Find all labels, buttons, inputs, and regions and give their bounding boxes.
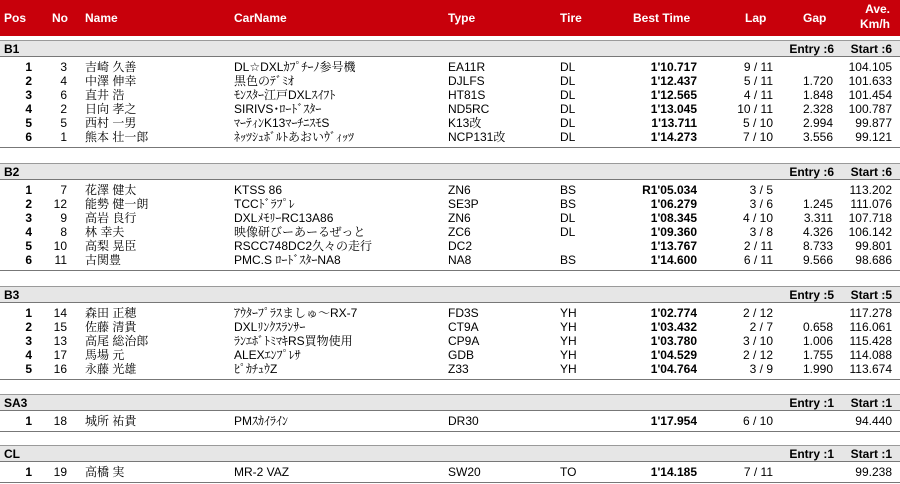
pos-cell: 1 [25, 414, 32, 428]
no-cell: 11 [54, 253, 67, 267]
pos-cell: 3 [25, 334, 32, 348]
lap-cell: 2 / 7 [749, 320, 773, 334]
pos-cell: 1 [25, 60, 32, 74]
section-divider [0, 379, 900, 380]
car-name: DXLﾒﾓﾘｰRC13A86 [234, 211, 334, 225]
table-row [0, 415, 900, 428]
driver-name: 林 幸夫 [85, 225, 125, 239]
start-count: Start :6 [850, 42, 892, 56]
best-time: 1'12.565 [650, 88, 697, 102]
ave-speed: 106.142 [848, 225, 892, 239]
ave-speed: 113.674 [849, 362, 892, 376]
best-time: 1'10.717 [650, 60, 697, 74]
table-row [0, 321, 900, 334]
car-type: Z33 [448, 362, 469, 376]
table-row [0, 349, 900, 362]
car-type: SE3P [448, 197, 479, 211]
class-label: SA3 [4, 396, 28, 410]
car-type: FD3S [448, 306, 479, 320]
no-cell: 4 [60, 74, 67, 88]
ave-speed: 114.088 [849, 348, 892, 362]
lap-cell: 5 / 10 [742, 116, 773, 130]
driver-name: 古関豊 [85, 253, 122, 267]
car-name: RSCC748DC2久々の走行 [234, 239, 373, 253]
pos-cell: 2 [25, 320, 32, 334]
header-ave-line2: Km/h [860, 17, 890, 31]
ave-speed: 111.076 [850, 197, 892, 211]
entry-count: Entry :6 [789, 42, 834, 56]
table-row [0, 363, 900, 376]
lap-cell: 3 / 6 [749, 197, 773, 211]
tire-cell: BS [560, 253, 577, 267]
gap-cell: 1.848 [802, 88, 833, 102]
car-type: CT9A [448, 320, 479, 334]
car-name: PMｽｶｲﾗｲﾝ [234, 414, 289, 428]
no-cell: 16 [53, 362, 67, 376]
car-name: KTSS 86 [234, 183, 283, 197]
no-cell: 15 [53, 320, 67, 334]
table-row [0, 466, 900, 479]
no-cell: 18 [53, 414, 67, 428]
tire-cell: YH [560, 334, 577, 348]
table-row [0, 226, 900, 239]
no-cell: 14 [53, 306, 67, 320]
lap-cell: 6 / 10 [742, 414, 773, 428]
lap-cell: 3 / 10 [742, 334, 773, 348]
entry-count: Entry :5 [789, 288, 834, 302]
best-time: 1'04.529 [650, 348, 697, 362]
pos-cell: 1 [25, 183, 32, 197]
car-name: ﾓﾝｽﾀｰ江戸DXLｽｲﾌﾄ [234, 88, 336, 102]
lap-cell: 4 / 10 [742, 211, 773, 225]
tire-cell: DL [560, 211, 576, 225]
best-time: 1'03.432 [650, 320, 697, 334]
pos-cell: 2 [25, 197, 32, 211]
car-name: DXLﾘﾝｸｽﾗﾝｻｰ [234, 320, 306, 334]
driver-name: 能勢 健一朗 [85, 197, 149, 211]
car-name: ALEXｴﾝﾌﾟﾚｻ [234, 348, 301, 362]
best-time: 1'14.273 [650, 130, 697, 144]
lap-cell: 3 / 8 [749, 225, 773, 239]
car-type: DC2 [448, 239, 473, 253]
car-type: ZN6 [448, 183, 471, 197]
driver-name: 佐藤 清貴 [85, 320, 137, 334]
car-name: MR-2 VAZ [234, 465, 290, 479]
car-type: SW20 [448, 465, 481, 479]
class-label: B2 [4, 165, 20, 179]
car-name: ｱｳﾀｰﾌﾟﾗｽましゅ～RX-7 [234, 306, 358, 320]
pos-cell: 5 [25, 116, 32, 130]
car-name: TCCﾄﾞﾗﾌﾟﾚ [234, 197, 295, 211]
gap-cell: 2.328 [802, 102, 833, 116]
lap-cell: 4 / 11 [743, 88, 773, 102]
gap-cell: 1.990 [802, 362, 833, 376]
driver-name: 永藤 光雄 [85, 362, 137, 376]
tire-cell: DL [560, 130, 576, 144]
pos-cell: 6 [25, 253, 32, 267]
tire-cell: YH [560, 362, 577, 376]
table-row [0, 254, 900, 267]
ave-speed: 113.202 [849, 183, 892, 197]
entry-count: Entry :6 [789, 165, 834, 179]
best-time: 1'13.767 [650, 239, 697, 253]
best-time: 1'12.437 [650, 74, 697, 88]
table-row [0, 103, 900, 116]
car-name: 映像研びーあーるぜっと [234, 225, 366, 239]
car-name: ﾗﾝｴﾎﾞﾄﾐﾏｷRS買物使用 [234, 334, 353, 348]
tire-cell: DL [560, 102, 576, 116]
section-divider [0, 482, 900, 483]
best-time: 1'14.600 [650, 253, 697, 267]
ave-speed: 99.801 [855, 239, 892, 253]
car-type: HT81S [448, 88, 486, 102]
table-row [0, 75, 900, 88]
start-count: Start :1 [850, 447, 892, 461]
best-time: 1'14.185 [650, 465, 697, 479]
table-row [0, 184, 900, 197]
gap-cell: 4.326 [802, 225, 833, 239]
car-type: K13改 [448, 116, 482, 130]
class-header-cl [0, 445, 900, 462]
class-label: B3 [4, 288, 20, 302]
tire-cell: DL [560, 88, 576, 102]
class-label: CL [4, 447, 20, 461]
start-count: Start :6 [850, 165, 892, 179]
ave-speed: 115.428 [849, 334, 892, 348]
entry-count: Entry :1 [789, 396, 834, 410]
table-row [0, 89, 900, 102]
driver-name: 熊本 壮一郎 [85, 130, 149, 144]
lap-cell: 7 / 11 [743, 465, 773, 479]
no-cell: 19 [53, 465, 67, 479]
car-type: ZC6 [448, 225, 471, 239]
gap-cell: 2.994 [802, 116, 833, 130]
lap-cell: 3 / 5 [749, 183, 773, 197]
best-time: 1'08.345 [650, 211, 697, 225]
no-cell: 7 [60, 183, 67, 197]
car-type: NA8 [448, 253, 472, 267]
tire-cell: DL [560, 74, 576, 88]
pos-cell: 1 [25, 465, 32, 479]
no-cell: 10 [53, 239, 67, 253]
table-row [0, 335, 900, 348]
class-header-b1 [0, 40, 900, 57]
no-cell: 6 [60, 88, 67, 102]
lap-cell: 3 / 9 [749, 362, 773, 376]
table-row [0, 61, 900, 74]
best-time: 1'03.780 [650, 334, 697, 348]
car-name: ﾏｰﾃｨﾝK13ﾏｰﾁﾆｽﾓS [234, 116, 330, 130]
lap-cell: 10 / 11 [737, 102, 773, 116]
table-row [0, 240, 900, 253]
car-type: DJLFS [448, 74, 485, 88]
tire-cell: BS [560, 183, 577, 197]
best-time: 1'09.360 [650, 225, 697, 239]
pos-cell: 4 [25, 102, 32, 116]
driver-name: 城所 祐貴 [85, 414, 137, 428]
pos-cell: 4 [25, 348, 32, 362]
tire-cell: DL [560, 60, 576, 74]
best-time: R1'05.034 [642, 183, 697, 197]
header-tire: Tire [560, 11, 582, 25]
no-cell: 1 [60, 130, 67, 144]
driver-name: 高橋 実 [85, 465, 125, 479]
gap-cell: 1.720 [802, 74, 833, 88]
gap-cell: 3.556 [802, 130, 833, 144]
ave-speed: 94.440 [855, 414, 892, 428]
entry-count: Entry :1 [789, 447, 834, 461]
class-header-sa3 [0, 394, 900, 411]
class-header-b3 [0, 286, 900, 303]
header-lap: Lap [745, 11, 767, 25]
table-row [0, 307, 900, 320]
car-name: DL☆DXLｶﾌﾟﾁｰﾉ参号機 [234, 60, 356, 74]
car-type: ND5RC [448, 102, 490, 116]
no-cell: 3 [60, 60, 67, 74]
pos-cell: 5 [25, 239, 32, 253]
gap-cell: 3.311 [803, 211, 833, 225]
best-time: 1'13.045 [650, 102, 697, 116]
car-name: ﾋﾟｶﾁｭｳZ [234, 362, 278, 376]
lap-cell: 5 / 11 [743, 74, 773, 88]
gap-cell: 1.755 [802, 348, 833, 362]
table-row [0, 131, 900, 144]
header-best-time: Best Time [633, 11, 691, 25]
ave-speed: 107.718 [848, 211, 892, 225]
table-row [0, 117, 900, 130]
header-no: No [52, 11, 68, 25]
section-divider [0, 270, 900, 271]
no-cell: 2 [60, 102, 67, 116]
ave-speed: 101.633 [848, 74, 892, 88]
ave-speed: 116.061 [849, 320, 892, 334]
start-count: Start :5 [850, 288, 892, 302]
car-name: 黒色のﾃﾞﾐｵ [234, 74, 295, 88]
car-name: SIRIVS･ﾛｰﾄﾞｽﾀｰ [234, 102, 322, 116]
no-cell: 8 [60, 225, 67, 239]
tire-cell: YH [560, 348, 577, 362]
ave-speed: 99.121 [855, 130, 892, 144]
gap-cell: 8.733 [802, 239, 833, 253]
car-type: EA11R [448, 60, 486, 74]
ave-speed: 100.787 [848, 102, 892, 116]
header-carname: CarName [234, 11, 287, 25]
lap-cell: 7 / 10 [742, 130, 773, 144]
gap-cell: 1.006 [802, 334, 833, 348]
table-header [0, 0, 900, 36]
lap-cell: 2 / 11 [743, 239, 773, 253]
header-name: Name [85, 11, 118, 25]
best-time: 1'13.711 [651, 116, 697, 130]
ave-speed: 98.686 [855, 253, 892, 267]
best-time: 1'02.774 [650, 306, 697, 320]
class-header-b2 [0, 163, 900, 180]
driver-name: 吉崎 久善 [85, 60, 137, 74]
header-type: Type [448, 11, 476, 25]
header-pos: Pos [4, 11, 27, 25]
tire-cell: DL [560, 116, 576, 130]
gap-cell: 1.245 [802, 197, 833, 211]
table-row [0, 198, 900, 211]
lap-cell: 2 / 12 [742, 348, 773, 362]
lap-cell: 6 / 11 [743, 253, 773, 267]
tire-cell: YH [560, 320, 577, 334]
table-row [0, 212, 900, 225]
pos-cell: 5 [25, 362, 32, 376]
pos-cell: 2 [25, 74, 32, 88]
pos-cell: 1 [25, 306, 32, 320]
driver-name: 日向 孝之 [85, 102, 137, 116]
car-type: GDB [448, 348, 475, 362]
driver-name: 高尾 総治郎 [85, 334, 149, 348]
best-time: 1'17.954 [650, 414, 697, 428]
driver-name: 森田 正穂 [85, 306, 137, 320]
ave-speed: 104.105 [848, 60, 892, 74]
class-label: B1 [4, 42, 20, 56]
header-ave [860, 2, 890, 32]
car-type: NCP131改 [448, 130, 506, 144]
ave-speed: 99.238 [855, 465, 892, 479]
gap-cell: 0.658 [802, 320, 833, 334]
driver-name: 高梨 晃臣 [85, 239, 137, 253]
tire-cell: YH [560, 306, 577, 320]
lap-cell: 9 / 11 [743, 60, 773, 74]
no-cell: 17 [53, 348, 67, 362]
pos-cell: 3 [25, 211, 32, 225]
driver-name: 西村 一男 [85, 116, 137, 130]
no-cell: 12 [53, 197, 67, 211]
start-count: Start :1 [850, 396, 892, 410]
section-divider [0, 431, 900, 432]
car-type: DR30 [448, 414, 479, 428]
car-type: CP9A [448, 334, 480, 348]
ave-speed: 117.278 [849, 306, 892, 320]
no-cell: 9 [60, 211, 67, 225]
pos-cell: 3 [25, 88, 32, 102]
section-divider [0, 147, 900, 148]
lap-cell: 2 / 12 [742, 306, 773, 320]
no-cell: 13 [53, 334, 67, 348]
driver-name: 馬場 元 [85, 348, 125, 362]
no-cell: 5 [60, 116, 67, 130]
pos-cell: 6 [25, 130, 32, 144]
car-name: ﾈｯﾂｼｭﾎﾞﾙﾄあおいｳﾞｨｯﾂ [234, 130, 355, 144]
best-time: 1'04.764 [650, 362, 697, 376]
header-gap: Gap [803, 11, 827, 25]
tire-cell: TO [560, 465, 577, 479]
gap-cell: 9.566 [802, 253, 833, 267]
tire-cell: BS [560, 197, 577, 211]
driver-name: 高岩 良行 [85, 211, 137, 225]
driver-name: 直井 浩 [85, 88, 125, 102]
ave-speed: 99.877 [855, 116, 892, 130]
best-time: 1'06.279 [650, 197, 697, 211]
header-ave-line1: Ave. [865, 2, 890, 16]
ave-speed: 101.454 [848, 88, 892, 102]
driver-name: 中澤 伸幸 [85, 74, 137, 88]
tire-cell: DL [560, 225, 576, 239]
car-name: PMC.S ﾛｰﾄﾞｽﾀｰNA8 [234, 253, 341, 267]
driver-name: 花澤 健太 [85, 183, 137, 197]
car-type: ZN6 [448, 211, 471, 225]
pos-cell: 4 [25, 225, 32, 239]
